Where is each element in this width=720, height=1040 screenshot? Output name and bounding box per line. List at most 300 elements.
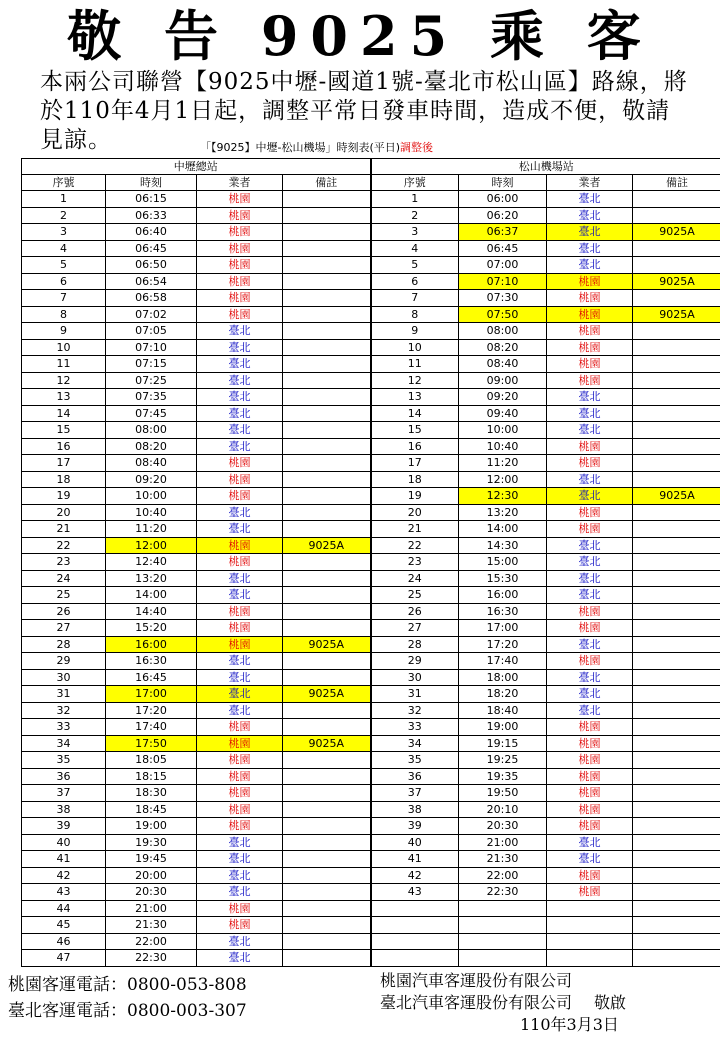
left-operator-cell: 桃園: [197, 257, 283, 274]
left-time-cell: 19:00: [106, 818, 197, 835]
right-operator-cell: 臺北: [547, 702, 633, 719]
table-row: [22, 686, 720, 703]
table-row: [22, 554, 720, 571]
right-operator-cell: [547, 900, 633, 917]
left-remark-cell: [283, 488, 371, 505]
notice-text: 本兩公司聯營【9025中壢-國道1號-臺北市松山區】路線，將於110年4月1日起，調整平常日發車時間，造成不便，敬請 見諒。: [40, 69, 688, 153]
left-time-cell: 19:30: [106, 834, 197, 851]
table-row: [22, 818, 720, 835]
right-time-cell: 17:40: [459, 653, 547, 670]
left-remark-cell: [283, 504, 371, 521]
right-seq-cell: 16: [371, 438, 459, 455]
left-remark-cell: [283, 191, 371, 208]
left-seq-cell: 39: [22, 818, 106, 835]
right-seq-cell: 23: [371, 554, 459, 571]
right-operator-cell: 桃園: [547, 884, 633, 901]
right-time-cell: 12:30: [459, 488, 547, 505]
right-remark-cell: [633, 240, 720, 257]
table-row: [22, 504, 720, 521]
table-row: [22, 636, 720, 653]
table-row: [22, 785, 720, 802]
table-row: [22, 339, 720, 356]
right-remark-cell: 9025A: [633, 224, 720, 241]
right-operator-cell: 臺北: [547, 537, 633, 554]
left-remark-cell: 9025A: [283, 735, 371, 752]
left-seq-cell: 6: [22, 273, 106, 290]
right-remark-cell: [633, 207, 720, 224]
phone-taipei: 臺北客運電話：0800-003-307: [8, 1001, 247, 1021]
left-seq-cell: 24: [22, 570, 106, 587]
right-operator-cell: [547, 917, 633, 934]
left-remark-cell: [283, 603, 371, 620]
left-seq-cell: 4: [22, 240, 106, 257]
left-remark-cell: [283, 207, 371, 224]
right-remark-cell: [633, 917, 720, 934]
footer-phones: [8, 972, 247, 1024]
left-operator-cell: 桃園: [197, 636, 283, 653]
right-time-cell: 21:00: [459, 834, 547, 851]
left-time-cell: 19:45: [106, 851, 197, 868]
left-operator-cell: 臺北: [197, 356, 283, 373]
left-time-cell: 09:20: [106, 471, 197, 488]
right-time-cell: 20:10: [459, 801, 547, 818]
col-header-time: 時刻: [106, 175, 197, 191]
left-operator-cell: 桃園: [197, 290, 283, 307]
left-operator-cell: 桃園: [197, 768, 283, 785]
table-row: [22, 884, 720, 901]
table-row: [22, 356, 720, 373]
right-remark-cell: [633, 405, 720, 422]
right-seq-cell: 11: [371, 356, 459, 373]
left-time-cell: 12:00: [106, 537, 197, 554]
left-remark-cell: [283, 785, 371, 802]
left-seq-cell: 1: [22, 191, 106, 208]
table-row: [22, 455, 720, 472]
left-seq-cell: 26: [22, 603, 106, 620]
table-row: [22, 801, 720, 818]
left-operator-cell: 臺北: [197, 933, 283, 950]
col-header-operator: 業者: [197, 175, 283, 191]
right-remark-cell: [633, 933, 720, 950]
right-remark-cell: [633, 636, 720, 653]
left-remark-cell: [283, 471, 371, 488]
left-operator-cell: 臺北: [197, 438, 283, 455]
table-row: [22, 570, 720, 587]
page-title: 敬 告 9025 乘 客: [67, 4, 653, 68]
left-remark-cell: [283, 273, 371, 290]
right-remark-cell: [633, 768, 720, 785]
right-time-cell: 06:00: [459, 191, 547, 208]
right-time-cell: [459, 933, 547, 950]
right-operator-cell: 桃園: [547, 356, 633, 373]
table-row: [22, 389, 720, 406]
left-operator-cell: 臺北: [197, 702, 283, 719]
right-time-cell: 14:30: [459, 537, 547, 554]
left-operator-cell: 臺北: [197, 422, 283, 439]
right-operator-cell: 桃園: [547, 603, 633, 620]
right-operator-cell: 桃園: [547, 290, 633, 307]
left-operator-cell: 桃園: [197, 240, 283, 257]
col-header-operator: 業者: [547, 175, 633, 191]
right-time-cell: 14:00: [459, 521, 547, 538]
left-seq-cell: 20: [22, 504, 106, 521]
left-seq-cell: 13: [22, 389, 106, 406]
left-time-cell: 08:00: [106, 422, 197, 439]
table-row: [22, 471, 720, 488]
left-operator-cell: 臺北: [197, 521, 283, 538]
footer-companies: [380, 970, 710, 1036]
left-remark-cell: 9025A: [283, 686, 371, 703]
left-remark-cell: [283, 372, 371, 389]
right-time-cell: 11:20: [459, 455, 547, 472]
right-seq-cell: 5: [371, 257, 459, 274]
left-seq-cell: 44: [22, 900, 106, 917]
right-seq-cell: 40: [371, 834, 459, 851]
right-time-cell: 19:00: [459, 719, 547, 736]
left-operator-cell: 桃園: [197, 620, 283, 637]
left-remark-cell: [283, 653, 371, 670]
left-operator-cell: 桃園: [197, 455, 283, 472]
table-row: [22, 240, 720, 257]
left-operator-cell: 桃園: [197, 224, 283, 241]
right-operator-cell: 桃園: [547, 504, 633, 521]
right-seq-cell: [371, 917, 459, 934]
left-remark-cell: [283, 257, 371, 274]
left-time-cell: 16:45: [106, 669, 197, 686]
right-remark-cell: [633, 191, 720, 208]
left-seq-cell: 47: [22, 950, 106, 967]
right-seq-cell: 30: [371, 669, 459, 686]
right-remark-cell: [633, 719, 720, 736]
left-seq-cell: 43: [22, 884, 106, 901]
left-operator-cell: 桃園: [197, 273, 283, 290]
left-seq-cell: 10: [22, 339, 106, 356]
left-time-cell: 06:45: [106, 240, 197, 257]
left-seq-cell: 27: [22, 620, 106, 637]
left-seq-cell: 35: [22, 752, 106, 769]
right-time-cell: [459, 917, 547, 934]
right-time-cell: 18:40: [459, 702, 547, 719]
table-row: [22, 290, 720, 307]
right-operator-cell: 臺北: [547, 570, 633, 587]
right-seq-cell: 20: [371, 504, 459, 521]
right-operator-cell: 臺北: [547, 636, 633, 653]
right-remark-cell: [633, 504, 720, 521]
left-seq-cell: 5: [22, 257, 106, 274]
left-remark-cell: [283, 851, 371, 868]
left-time-cell: 07:05: [106, 323, 197, 340]
left-operator-cell: 臺北: [197, 669, 283, 686]
left-operator-cell: 桃園: [197, 207, 283, 224]
left-remark-cell: 9025A: [283, 636, 371, 653]
left-operator-cell: 臺北: [197, 834, 283, 851]
left-remark-cell: [283, 389, 371, 406]
left-time-cell: 07:02: [106, 306, 197, 323]
left-operator-cell: 桃園: [197, 719, 283, 736]
left-time-cell: 21:30: [106, 917, 197, 934]
right-operator-cell: 臺北: [547, 240, 633, 257]
company-taoyuan: 桃園汽車客運股份有限公司: [380, 971, 573, 990]
left-seq-cell: 36: [22, 768, 106, 785]
right-remark-cell: [633, 537, 720, 554]
left-operator-cell: 臺北: [197, 389, 283, 406]
left-seq-cell: 15: [22, 422, 106, 439]
right-operator-cell: [547, 933, 633, 950]
right-time-cell: [459, 950, 547, 967]
right-remark-cell: [633, 323, 720, 340]
right-seq-cell: 1: [371, 191, 459, 208]
left-seq-cell: 22: [22, 537, 106, 554]
left-operator-cell: 臺北: [197, 587, 283, 604]
left-remark-cell: [283, 917, 371, 934]
right-operator-cell: 桃園: [547, 620, 633, 637]
left-seq-cell: 23: [22, 554, 106, 571]
right-remark-cell: [633, 884, 720, 901]
left-time-cell: 10:00: [106, 488, 197, 505]
left-seq-cell: 19: [22, 488, 106, 505]
right-operator-cell: 臺北: [547, 669, 633, 686]
right-time-cell: 07:00: [459, 257, 547, 274]
right-seq-cell: 41: [371, 851, 459, 868]
left-seq-cell: 30: [22, 669, 106, 686]
left-time-cell: 12:40: [106, 554, 197, 571]
right-seq-cell: 18: [371, 471, 459, 488]
left-time-cell: 17:50: [106, 735, 197, 752]
left-operator-cell: 臺北: [197, 405, 283, 422]
right-operator-cell: 桃園: [547, 867, 633, 884]
table-row: [22, 306, 720, 323]
station-header-row: [22, 159, 720, 175]
left-time-cell: 10:40: [106, 504, 197, 521]
table-row: [22, 950, 720, 967]
right-operator-cell: 臺北: [547, 422, 633, 439]
right-time-cell: 17:20: [459, 636, 547, 653]
right-time-cell: 18:20: [459, 686, 547, 703]
right-time-cell: 07:30: [459, 290, 547, 307]
left-time-cell: 21:00: [106, 900, 197, 917]
right-operator-cell: 臺北: [547, 191, 633, 208]
left-remark-cell: 9025A: [283, 537, 371, 554]
right-seq-cell: 26: [371, 603, 459, 620]
right-seq-cell: 14: [371, 405, 459, 422]
right-seq-cell: 25: [371, 587, 459, 604]
right-seq-cell: 31: [371, 686, 459, 703]
left-seq-cell: 46: [22, 933, 106, 950]
right-time-cell: 06:20: [459, 207, 547, 224]
left-operator-cell: 桃園: [197, 191, 283, 208]
left-remark-cell: [283, 867, 371, 884]
phone-taoyuan: 桃園客運電話：0800-053-808: [8, 975, 247, 995]
left-operator-cell: 桃園: [197, 752, 283, 769]
right-seq-cell: 35: [371, 752, 459, 769]
left-time-cell: 18:05: [106, 752, 197, 769]
right-time-cell: 13:20: [459, 504, 547, 521]
right-operator-cell: 臺北: [547, 257, 633, 274]
right-seq-cell: 8: [371, 306, 459, 323]
left-operator-cell: 臺北: [197, 504, 283, 521]
right-remark-cell: [633, 455, 720, 472]
left-seq-cell: 45: [22, 917, 106, 934]
right-remark-cell: [633, 735, 720, 752]
left-operator-cell: 臺北: [197, 884, 283, 901]
right-seq-cell: [371, 933, 459, 950]
left-seq-cell: 41: [22, 851, 106, 868]
left-operator-cell: 桃園: [197, 785, 283, 802]
table-row: [22, 323, 720, 340]
left-time-cell: 17:00: [106, 686, 197, 703]
left-time-cell: 06:58: [106, 290, 197, 307]
right-operator-cell: 臺北: [547, 686, 633, 703]
right-remark-cell: [633, 620, 720, 637]
right-seq-cell: 27: [371, 620, 459, 637]
table-row: [22, 933, 720, 950]
left-remark-cell: [283, 570, 371, 587]
col-header-seq: 序號: [371, 175, 459, 191]
left-remark-cell: [283, 620, 371, 637]
right-remark-cell: [633, 686, 720, 703]
table-row: [22, 768, 720, 785]
right-operator-cell: 桃園: [547, 339, 633, 356]
left-seq-cell: 17: [22, 455, 106, 472]
left-time-cell: 20:30: [106, 884, 197, 901]
col-header-time: 時刻: [459, 175, 547, 191]
table-row: [22, 834, 720, 851]
left-time-cell: 15:20: [106, 620, 197, 637]
right-time-cell: 10:00: [459, 422, 547, 439]
left-seq-cell: 33: [22, 719, 106, 736]
left-operator-cell: 臺北: [197, 950, 283, 967]
right-seq-cell: 15: [371, 422, 459, 439]
right-remark-cell: [633, 257, 720, 274]
left-remark-cell: [283, 455, 371, 472]
left-seq-cell: 29: [22, 653, 106, 670]
right-time-cell: 12:00: [459, 471, 547, 488]
left-remark-cell: [283, 356, 371, 373]
right-operator-cell: 桃園: [547, 372, 633, 389]
left-remark-cell: [283, 719, 371, 736]
column-header-row: [22, 175, 720, 191]
left-remark-cell: [283, 818, 371, 835]
right-seq-cell: 6: [371, 273, 459, 290]
left-remark-cell: [283, 422, 371, 439]
left-remark-cell: [283, 768, 371, 785]
table-row: [22, 488, 720, 505]
right-remark-cell: [633, 570, 720, 587]
left-remark-cell: [283, 554, 371, 571]
table-row: [22, 587, 720, 604]
left-operator-cell: 桃園: [197, 735, 283, 752]
left-time-cell: 20:00: [106, 867, 197, 884]
left-remark-cell: [283, 801, 371, 818]
right-operator-cell: 臺北: [547, 851, 633, 868]
left-seq-cell: 9: [22, 323, 106, 340]
right-remark-cell: [633, 554, 720, 571]
right-time-cell: 06:37: [459, 224, 547, 241]
right-seq-cell: 21: [371, 521, 459, 538]
timetable: [21, 158, 720, 967]
right-operator-cell: 臺北: [547, 471, 633, 488]
table-row: [22, 900, 720, 917]
left-seq-cell: 12: [22, 372, 106, 389]
left-remark-cell: [283, 290, 371, 307]
right-seq-cell: [371, 900, 459, 917]
right-remark-cell: [633, 438, 720, 455]
left-remark-cell: [283, 884, 371, 901]
right-remark-cell: [633, 471, 720, 488]
left-operator-cell: 臺北: [197, 653, 283, 670]
left-time-cell: 18:45: [106, 801, 197, 818]
right-operator-cell: 臺北: [547, 488, 633, 505]
right-operator-cell: 臺北: [547, 389, 633, 406]
table-row: [22, 702, 720, 719]
right-remark-cell: [633, 356, 720, 373]
left-operator-cell: 臺北: [197, 570, 283, 587]
table-row: [22, 603, 720, 620]
right-time-cell: 08:00: [459, 323, 547, 340]
right-time-cell: 08:40: [459, 356, 547, 373]
table-row: [22, 521, 720, 538]
right-remark-cell: [633, 834, 720, 851]
timetable-caption: [200, 139, 600, 156]
left-seq-cell: 32: [22, 702, 106, 719]
right-time-cell: 20:30: [459, 818, 547, 835]
caption-highlight: 調整後: [400, 141, 434, 154]
left-time-cell: 06:33: [106, 207, 197, 224]
table-row: [22, 735, 720, 752]
right-time-cell: 07:10: [459, 273, 547, 290]
right-operator-cell: 桃園: [547, 719, 633, 736]
right-time-cell: 21:30: [459, 851, 547, 868]
right-time-cell: 19:25: [459, 752, 547, 769]
right-seq-cell: 34: [371, 735, 459, 752]
left-remark-cell: [283, 950, 371, 967]
right-seq-cell: 24: [371, 570, 459, 587]
left-operator-cell: 臺北: [197, 372, 283, 389]
left-remark-cell: [283, 323, 371, 340]
table-row: [22, 620, 720, 637]
left-remark-cell: [283, 339, 371, 356]
right-operator-cell: 臺北: [547, 587, 633, 604]
right-seq-cell: 4: [371, 240, 459, 257]
left-seq-cell: 11: [22, 356, 106, 373]
left-remark-cell: [283, 702, 371, 719]
left-seq-cell: 3: [22, 224, 106, 241]
right-operator-cell: 桃園: [547, 818, 633, 835]
table-row: [22, 405, 720, 422]
right-remark-cell: [633, 422, 720, 439]
right-remark-cell: 9025A: [633, 306, 720, 323]
right-seq-cell: 37: [371, 785, 459, 802]
left-time-cell: 07:10: [106, 339, 197, 356]
left-remark-cell: [283, 224, 371, 241]
right-remark-cell: 9025A: [633, 488, 720, 505]
table-row: [22, 273, 720, 290]
right-time-cell: 15:30: [459, 570, 547, 587]
left-time-cell: 14:00: [106, 587, 197, 604]
right-remark-cell: 9025A: [633, 273, 720, 290]
right-time-cell: 18:00: [459, 669, 547, 686]
left-time-cell: 17:20: [106, 702, 197, 719]
right-remark-cell: [633, 752, 720, 769]
left-time-cell: 07:15: [106, 356, 197, 373]
right-seq-cell: 12: [371, 372, 459, 389]
right-remark-cell: [633, 653, 720, 670]
left-operator-cell: 臺北: [197, 323, 283, 340]
right-seq-cell: 10: [371, 339, 459, 356]
right-remark-cell: [633, 587, 720, 604]
right-seq-cell: 9: [371, 323, 459, 340]
right-remark-cell: [633, 290, 720, 307]
